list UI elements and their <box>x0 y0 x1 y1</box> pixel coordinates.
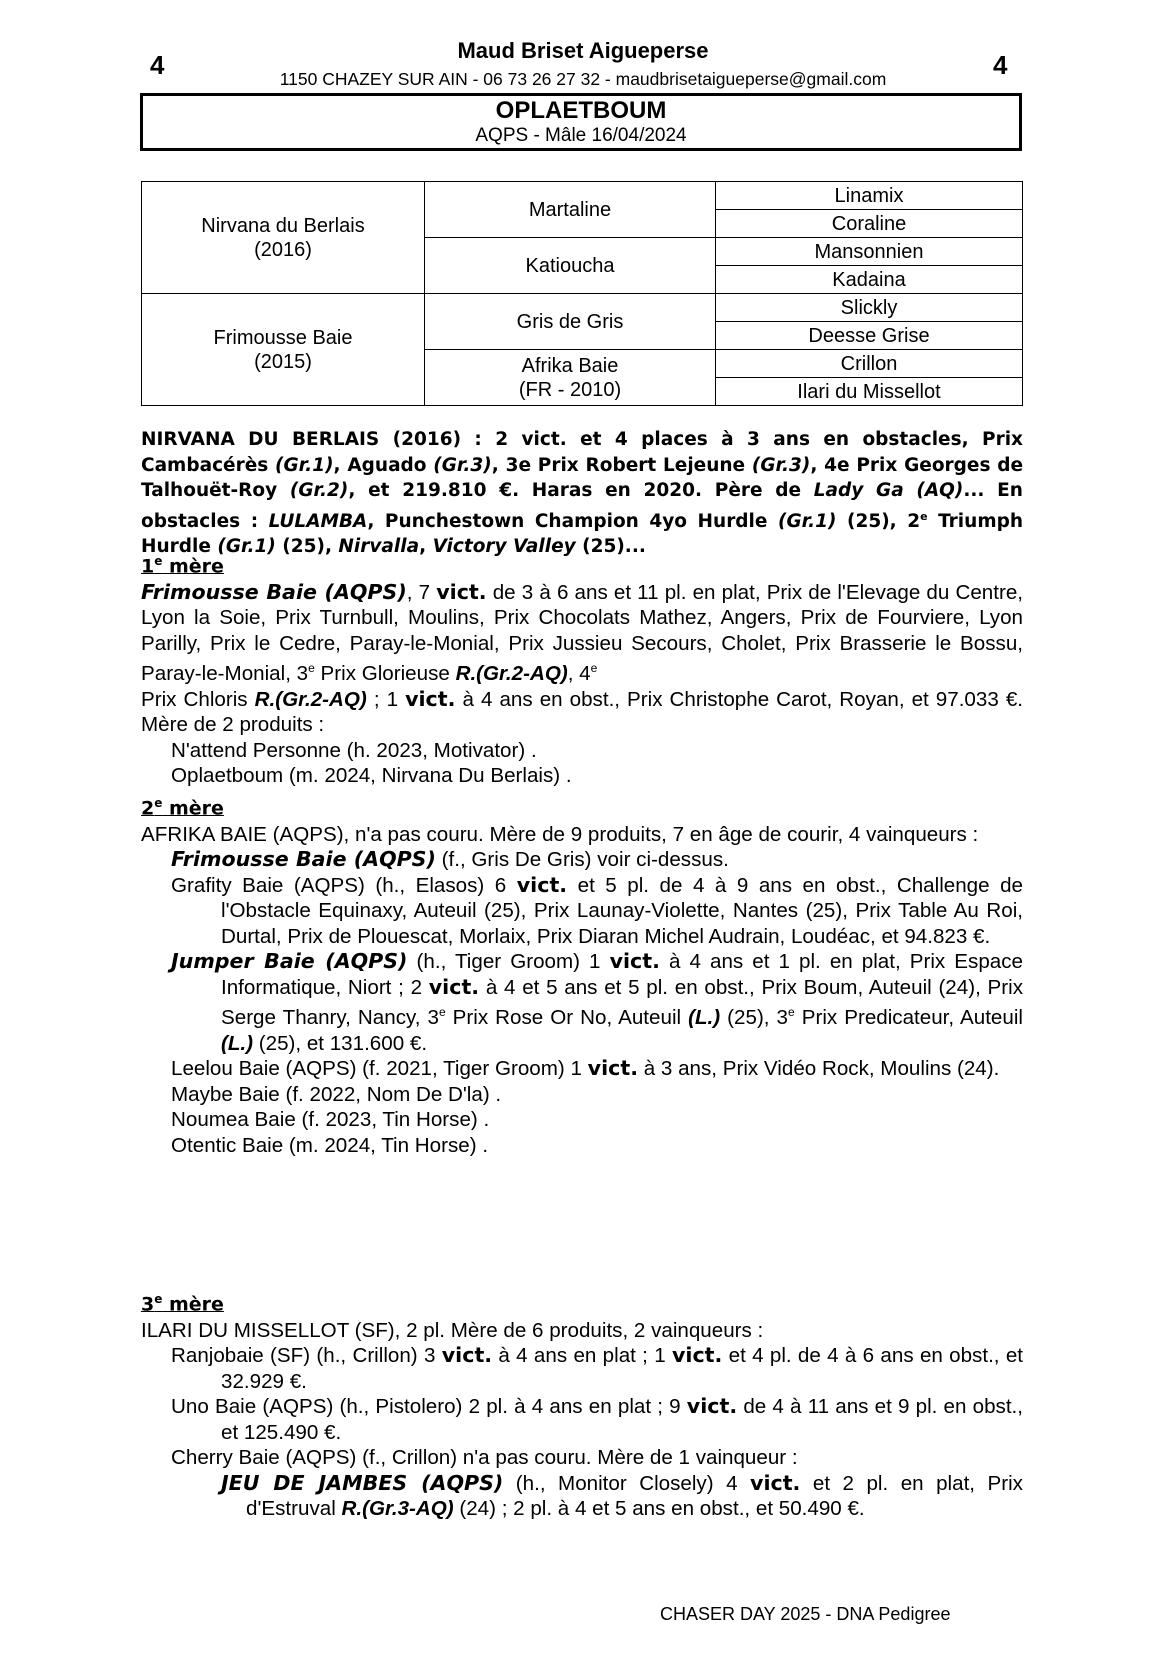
race-grade: (Gr.1) <box>275 454 334 476</box>
text: Prix Predicateur, Auteuil <box>794 1006 1023 1030</box>
text: , Punchestown Champion 4yo Hurdle <box>367 510 778 532</box>
text: mère <box>162 797 224 820</box>
produce-item <box>141 847 1023 873</box>
text: , 4e Prix Georges de Talhouët-Roy <box>141 454 1024 501</box>
dam-dam-detail: (FR - 2010) <box>518 378 622 401</box>
produce-item <box>141 949 1023 1056</box>
dam-dam-name: Afrika Baie <box>521 354 619 377</box>
ordinal: e <box>590 661 598 676</box>
text: (25), et 131.600 €. <box>253 1031 428 1055</box>
produce-item <box>141 873 1023 950</box>
text: de 3 à 6 ans et 11 pl. en plat, Prix de l'Elevage du Centre, Lyon la Soie, Prix Turnbull, Moulins, Prix Chocolats Mathez, Angers, Prix de Fourviere, Lyon Parilly, Prix le Cedre, Paray-le-Monial, Prix Jussieu Secours, Cholet, Prix Brasserie le Bossu, Paray-le-Monial, 3 <box>141 580 1023 686</box>
race-grade: R.(Gr.3-AQ) <box>341 1497 454 1521</box>
produce-item <box>141 1343 1023 1394</box>
produce-item: Maybe Baie (f. 2022, Nom De D'la) . <box>171 1082 502 1106</box>
text: (h., Tiger Groom) 1 <box>407 950 610 974</box>
race-grade: R.(Gr.2-AQ) <box>455 662 568 686</box>
text: , Aguado <box>333 454 434 476</box>
offspring-name: LULAMBA <box>268 510 368 532</box>
pedigree-dam-dam <box>425 350 716 406</box>
text: Grafity Baie (AQPS) (h., Elasos) 6 <box>171 873 517 897</box>
text: , 4 <box>567 662 591 686</box>
pedigree-dam <box>142 294 425 406</box>
text: Uno Baie (AQPS) (h., Pistolero) 2 pl. à 4 ans en plat ; 9 <box>171 1395 687 1419</box>
third-dam-section <box>141 1287 1023 1522</box>
sire-name: Nirvana du Berlais <box>201 214 365 237</box>
text: de 4 à 11 ans et 9 pl. en obst., et 125.490 €. <box>221 1395 1024 1444</box>
text: (24) ; 2 pl. à 4 et 5 ans en obst., et 50.490 €. <box>453 1497 865 1521</box>
pedigree-g3-cell: Linamix <box>716 182 1023 210</box>
race-grade: (Gr.3) <box>433 454 492 476</box>
produce-item: N'attend Personne (h. 2023, Motivator) . <box>171 738 537 762</box>
horse-details: AQPS - Mâle 16/04/2024 <box>475 125 687 146</box>
text: vict. <box>441 1343 493 1368</box>
text: vict. <box>750 1470 801 1495</box>
text: (f., Gris De Gris) voir ci-dessus. <box>435 848 729 872</box>
text: mère <box>162 1293 224 1316</box>
text: ; 1 <box>366 687 406 711</box>
ordinal: e <box>438 1005 446 1020</box>
text: et 5 pl. de 4 à 9 ans en obst., Challenge de l'Obstacle Equinaxy, Auteuil (25), Prix Launay-Violette, Nantes (25), Prix Table Au Roi, Durtal, Prix de Plouescat, Morlaix, Prix Diaran Michel Audrain, Loudéac, et 94.823 €. <box>221 873 1023 948</box>
text: et 2 pl. en plat, Prix d'Estruval <box>246 1471 1023 1521</box>
text: ... En obstacles : <box>141 480 1023 532</box>
pedigree-sire-dam: Katioucha <box>425 238 716 294</box>
produce-name: JEU DE JAMBES (AQPS) <box>221 1470 504 1495</box>
ordinal: e <box>154 554 163 568</box>
offspring-name: Lady Ga (AQ) <box>813 480 964 501</box>
text: , 3e Prix Robert Lejeune <box>491 454 752 476</box>
text: (h., Monitor Closely) 4 <box>503 1471 751 1495</box>
text: 3 <box>141 1293 155 1316</box>
pedigree-g3-cell: Mansonnien <box>716 238 1023 266</box>
sire-year: (2016) <box>254 238 312 261</box>
first-dam-record <box>141 580 1023 738</box>
text: vict. <box>587 1056 639 1081</box>
ordinal: e <box>154 796 163 810</box>
text: Leelou Baie (AQPS) (f. 2021, Tiger Groom) 1 <box>171 1057 588 1081</box>
pedigree-g3-cell: Deesse Grise <box>716 322 1023 350</box>
text: vict. <box>436 579 487 604</box>
section-title <box>141 791 1023 822</box>
page-footer: CHASER DAY 2025 - DNA Pedigree <box>660 1604 951 1624</box>
dam-name: Frimousse Baie (AQPS) <box>141 579 407 604</box>
text: et 4 pl. de 4 à 6 ans en obst., et 32.929 €. <box>221 1344 1024 1393</box>
dam-name: Frimousse Baie <box>213 326 353 349</box>
section-title <box>141 549 1023 580</box>
produce-item: Otentic Baie (m. 2024, Tin Horse) . <box>171 1133 489 1157</box>
second-dam-section <box>141 791 1023 1158</box>
text: 2 <box>141 797 155 820</box>
ordinal: e <box>154 1292 163 1306</box>
pedigree-dam-sire: Gris de Gris <box>425 294 716 350</box>
text: vict. <box>686 1394 738 1419</box>
sire-paragraph <box>141 427 1023 560</box>
text: (25), <box>275 536 339 558</box>
race-grade: (Gr.1) <box>217 536 276 558</box>
text: vict. <box>405 686 456 711</box>
text: Prix Rose Or No, Auteuil <box>445 1006 689 1030</box>
text: NIRVANA DU BERLAIS (2016) : 2 vict. et 4 places à 3 ans en obstacles, Prix Cambacérès <box>141 429 1023 476</box>
race-grade: (Gr.3) <box>751 454 811 476</box>
text: Prix Chloris <box>141 687 255 711</box>
text: vict. <box>671 1343 723 1368</box>
race-grade: (Gr.1) <box>777 510 837 532</box>
race-grade: (L.) <box>688 1006 721 1030</box>
produce-item: Cherry Baie (AQPS) (f., Crillon) n'a pas couru. Mère de 1 vainqueur : <box>171 1446 798 1470</box>
consignor-name: Maud Briset Aigueperse <box>457 38 709 63</box>
third-dam-intro: ILARI DU MISSELLOT (SF), 2 pl. Mère de 6 produits, 2 vainqueurs : <box>141 1318 764 1342</box>
produce-name: Jumper Baie (AQPS) <box>171 949 408 974</box>
text: à 3 ans, Prix Vidéo Rock, Moulins (24). <box>638 1057 1000 1081</box>
race-grade: R.(Gr.2-AQ) <box>254 687 367 711</box>
text: , et 219.810 €. Haras en 2020. Père de <box>348 480 814 501</box>
horse-name: OPLAETBOUM <box>495 97 667 124</box>
offspring-name: Victory Valley <box>432 536 576 558</box>
text: (25), 3 <box>720 1006 789 1030</box>
text: , 7 <box>406 580 437 604</box>
second-dam-intro: AFRIKA BAIE (AQPS), n'a pas couru. Mère de 9 produits, 7 en âge de courir, 4 vainqueurs : <box>141 822 979 846</box>
produce-item <box>141 1471 1023 1522</box>
text: à 4 ans et 1 pl. en plat, Prix Espace Informatique, Niort ; 2 <box>221 950 1023 999</box>
pedigree-g3-cell: Coraline <box>716 210 1023 238</box>
pedigree-sire-sire: Martaline <box>425 182 716 238</box>
race-grade: (L.) <box>221 1031 254 1055</box>
pedigree-g3-cell: Ilari du Missellot <box>716 378 1023 406</box>
lot-number-right: 4 <box>993 50 1008 80</box>
lot-number-left: 4 <box>150 50 165 80</box>
text: vict. <box>428 974 480 999</box>
section-title <box>141 1287 1023 1318</box>
horse-title-box <box>140 93 1022 151</box>
text: , <box>419 536 433 558</box>
text: Prix Glorieuse <box>314 662 456 686</box>
pedigree-g3-cell: Slickly <box>716 294 1023 322</box>
text: (25), 2 <box>836 510 921 532</box>
consignor-address: 1150 CHAZEY SUR AIN - 06 73 26 27 32 - maudbrisetaigueperse@gmail.com <box>279 69 887 89</box>
produce-item: Noumea Baie (f. 2023, Tin Horse) . <box>171 1108 490 1132</box>
pedigree-g3-cell: Crillon <box>716 350 1023 378</box>
ordinal: e <box>308 661 315 676</box>
text: Ranjobaie (SF) (h., Crillon) 3 <box>171 1344 442 1368</box>
dam-year: (2015) <box>254 350 312 373</box>
first-dam-section <box>141 549 1023 789</box>
ordinal: e <box>920 509 928 523</box>
text: 1 <box>141 555 155 578</box>
produce-item <box>141 1394 1023 1445</box>
text: à 4 et 5 ans et 5 pl. en obst., Prix Boum, Auteuil (24), Prix Serge Thanry, Nancy, 3 <box>221 975 1023 1030</box>
produce-item: Oplaetboum (m. 2024, Nirvana Du Berlais) . <box>171 764 572 788</box>
text: vict. <box>609 949 660 974</box>
ordinal: e <box>788 1005 795 1020</box>
pedigree-g3-cell: Kadaina <box>716 266 1023 294</box>
race-grade: (Gr.2) <box>289 480 349 501</box>
produce-name: Frimousse Baie (AQPS) <box>171 847 436 872</box>
text: à 4 ans en obst., Prix Christophe Carot, Royan, et 97.033 €. Mère de 2 produits : <box>141 687 1023 737</box>
text: (25)... <box>575 536 646 558</box>
text: Triumph Hurdle <box>141 510 1024 558</box>
offspring-name: Nirvalla <box>338 536 420 558</box>
text: vict. <box>516 872 568 897</box>
text: mère <box>162 555 224 578</box>
pedigree-sire <box>142 182 425 294</box>
text: à 4 ans en plat ; 1 <box>492 1344 672 1368</box>
produce-item <box>141 1056 1023 1082</box>
pedigree-table <box>141 181 1023 406</box>
